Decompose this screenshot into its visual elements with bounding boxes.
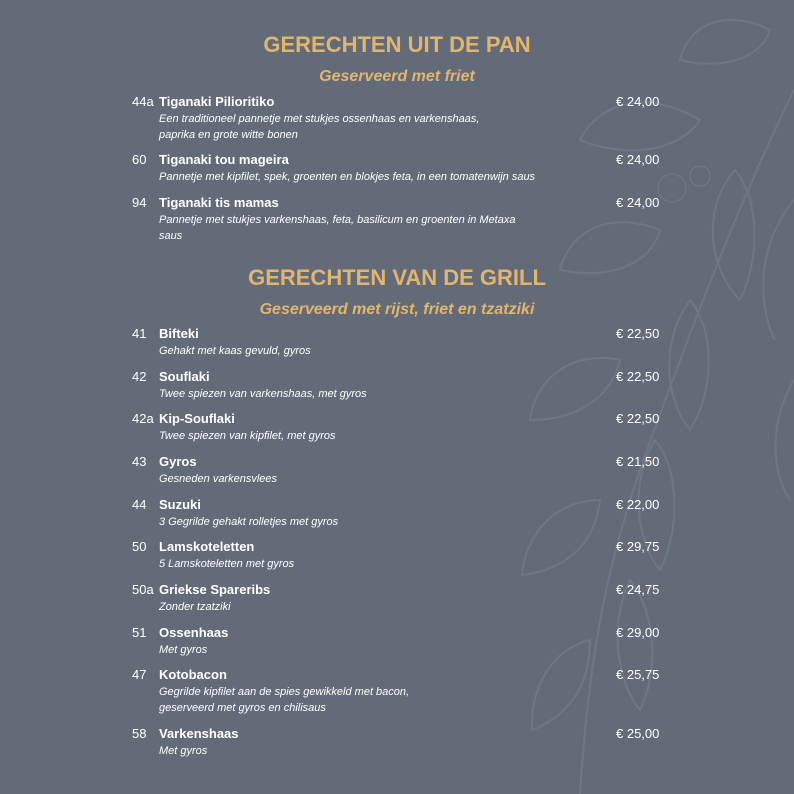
item-description: [159, 111, 539, 143]
item-price: € 22,50: [616, 369, 660, 384]
item-number: 47: [132, 667, 147, 682]
item-name: Gyros: [159, 454, 197, 469]
item-name: Tiganaki tis mamas: [159, 195, 279, 210]
item-number: 42: [132, 369, 147, 384]
item-name: Ossenhaas: [159, 625, 229, 640]
item-number: 42a: [132, 411, 154, 426]
item-description-line: 3 Gegrilde gehakt rolletjes met gyros: [159, 516, 339, 528]
section-subtitle: Geserveerd met rijst, friet en tzatziki: [259, 301, 535, 318]
item-number: 41: [132, 326, 147, 341]
item-price: € 22,00: [616, 497, 660, 512]
item-number: 50a: [132, 582, 154, 597]
item-description: [159, 169, 539, 185]
item-name: Bifteki: [159, 326, 199, 341]
item-description-line: geserveerd met gyros en chilisaus: [159, 702, 326, 714]
item-number: 94: [132, 195, 147, 210]
item-description-line: 5 Lamskoteletten met gyros: [159, 558, 295, 570]
item-price: € 24,00: [616, 195, 660, 210]
item-name: Souflaki: [159, 369, 210, 384]
item-description-line: Met gyros: [159, 644, 208, 656]
item-description: [159, 428, 539, 444]
item-price: € 29,75: [616, 539, 660, 554]
item-description-line: Een traditioneel pannetje met stukjes ossenhaas en varkenshaas,: [159, 113, 480, 125]
item-description-line: Pannetje met kipfilet, spek, groenten en blokjes feta, in een tomatenwijn saus: [159, 171, 536, 183]
item-description-line: Twee spiezen van varkenshaas, met gyros: [159, 388, 367, 400]
item-number: 50: [132, 539, 147, 554]
item-name: Tiganaki tou mageira: [159, 152, 289, 167]
item-description: [159, 743, 539, 759]
item-description-line: Pannetje met stukjes varkenshaas, feta, basilicum en groenten in Metaxa saus: [159, 214, 516, 242]
item-price: € 21,50: [616, 454, 660, 469]
item-description: [159, 471, 539, 487]
item-price: € 25,00: [616, 726, 660, 741]
item-description-line: Twee spiezen van kipfilet, met gyros: [159, 430, 336, 442]
item-price: € 25,75: [616, 667, 660, 682]
item-price: € 24,00: [616, 94, 660, 109]
item-price: € 22,50: [616, 411, 660, 426]
item-number: 43: [132, 454, 147, 469]
item-description: [159, 642, 539, 658]
item-description: [159, 386, 539, 402]
item-name: Lamskoteletten: [159, 539, 255, 554]
item-name: Suzuki: [159, 497, 201, 512]
item-description-line: paprika en grote witte bonen: [159, 129, 298, 141]
item-description: [159, 514, 539, 530]
item-description: [159, 684, 539, 716]
item-price: € 24,75: [616, 582, 660, 597]
item-description-line: Zonder tzatziki: [159, 601, 231, 613]
item-description: [159, 212, 539, 244]
item-number: 44: [132, 497, 147, 512]
item-name: Tiganaki Pilioritiko: [159, 94, 275, 109]
item-description-line: Gehakt met kaas gevuld, gyros: [159, 345, 311, 357]
item-name: Kip-Souflaki: [159, 411, 235, 426]
item-number: 51: [132, 625, 147, 640]
item-name: Kotobacon: [159, 667, 227, 682]
item-description-line: Gesneden varkensvlees: [159, 473, 278, 485]
item-price: € 29,00: [616, 625, 660, 640]
item-description: [159, 343, 539, 359]
item-number: 60: [132, 152, 147, 167]
section-title: GERECHTEN UIT DE PAN: [263, 32, 531, 57]
item-name: Varkenshaas: [159, 726, 239, 741]
item-price: € 22,50: [616, 326, 660, 341]
item-number: 58: [132, 726, 147, 741]
item-description: [159, 556, 539, 572]
item-number: 44a: [132, 94, 154, 109]
section-title: GERECHTEN VAN DE GRILL: [248, 265, 546, 290]
item-price: € 24,00: [616, 152, 660, 167]
item-description-line: Met gyros: [159, 745, 208, 757]
item-description: [159, 599, 539, 615]
item-description-line: Gegrilde kipfilet aan de spies gewikkeld met bacon,: [159, 686, 410, 698]
section-subtitle: Geserveerd met friet: [319, 68, 475, 85]
item-name: Griekse Spareribs: [159, 582, 271, 597]
